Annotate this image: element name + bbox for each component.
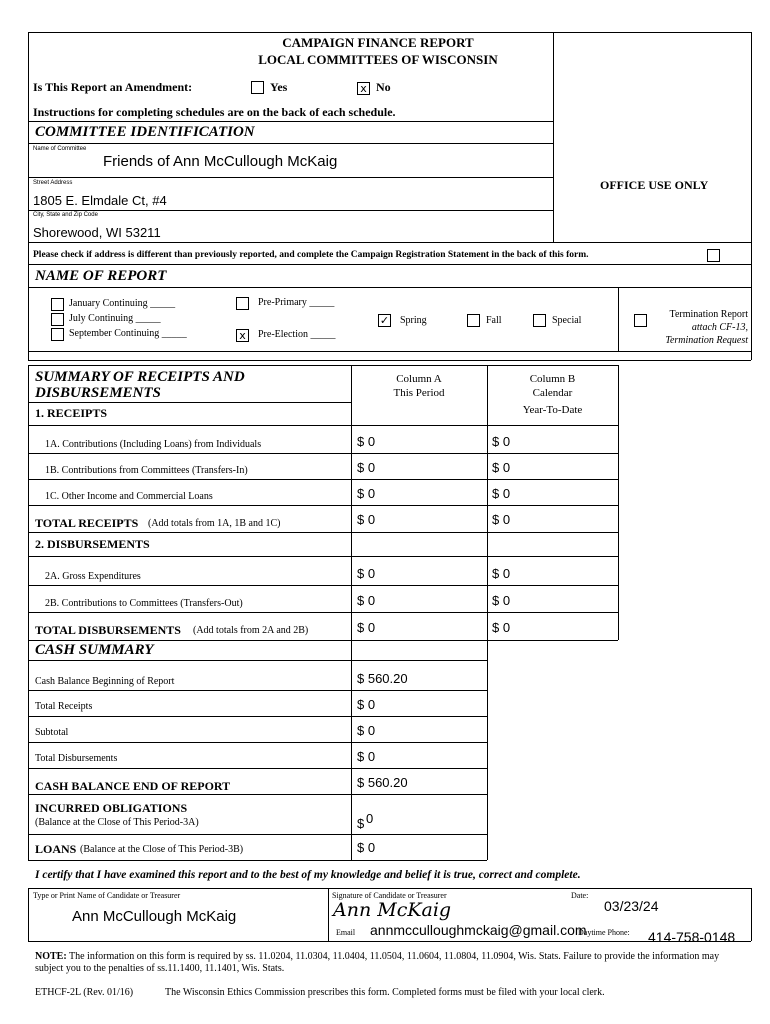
- email-field[interactable]: annmcculloughmckaig@gmail.com: [370, 922, 587, 938]
- committee-section-title: COMMITTEE IDENTIFICATION: [35, 124, 255, 140]
- cash-total-disbursements-value[interactable]: $ 0: [357, 749, 376, 764]
- special-label: Special: [552, 315, 582, 326]
- incurred-obligations-dollar: $: [357, 816, 365, 831]
- loans-value[interactable]: $ 0: [357, 840, 376, 855]
- signature-field[interactable]: Ann McKaig: [333, 899, 452, 921]
- july-continuing-checkbox[interactable]: [51, 313, 64, 326]
- column-b-subheader: Calendar: [532, 387, 573, 399]
- row-2a-col-a[interactable]: $ 0: [357, 566, 376, 581]
- certification-statement: I certify that I have examined this report and to the best of my knowledge and belief it is true, correct and complete.: [35, 869, 581, 881]
- amendment-no-checkbox[interactable]: x: [357, 82, 370, 95]
- total-disbursements-col-a[interactable]: $ 0: [357, 620, 376, 635]
- pre-election-label: Pre-Election _____: [258, 329, 336, 340]
- row-2b-col-a[interactable]: $ 0: [357, 593, 376, 608]
- row-1c-col-a[interactable]: $ 0: [357, 486, 376, 501]
- amendment-question: Is This Report an Amendment:: [33, 80, 193, 94]
- footer-text: The Wisconsin Ethics Commission prescribes this form. Completed forms must be filed with your local clerk.: [165, 987, 605, 998]
- committee-name-field[interactable]: Friends of Ann McCullough McKaig: [103, 153, 338, 170]
- cash-subtotal-value[interactable]: $ 0: [357, 723, 376, 738]
- total-disbursements-label: TOTAL DISBURSEMENTS: [35, 623, 181, 637]
- row-1c-label: 1C. Other Income and Commercial Loans: [45, 491, 213, 502]
- special-checkbox[interactable]: [533, 314, 546, 327]
- incurred-obligations-value[interactable]: 0: [366, 811, 374, 826]
- column-b-subheader-ytd: Year-To-Date: [522, 404, 583, 416]
- row-1a-label: 1A. Contributions (Including Loans) from Individuals: [45, 439, 262, 450]
- september-continuing-checkbox[interactable]: [51, 328, 64, 341]
- date-field[interactable]: 03/23/24: [604, 898, 659, 914]
- spring-label: Spring: [400, 315, 427, 326]
- street-address-label: Street Address: [33, 180, 73, 186]
- city-state-zip-field[interactable]: Shorewood, WI 53211: [33, 225, 161, 240]
- row-2a-col-b[interactable]: $ 0: [492, 566, 511, 581]
- cash-total-receipts-label: Total Receipts: [35, 701, 93, 712]
- receipts-section-title: 1. RECEIPTS: [35, 406, 108, 420]
- print-name-label: Type or Print Name of Candidate or Treasurer: [33, 891, 181, 900]
- amendment-no-label: No: [376, 80, 391, 94]
- total-receipts-col-b[interactable]: $ 0: [492, 512, 511, 527]
- note-text: The information on this form is required by ss. 11.0204, 11.0304, 11.0404, 11.0504, 11.0604, 11.0804, 11.0904, Wis. Stats. Failure to provide the information may subject you to the penalties of ss.11.1400, 11.1401, Wis. Stats.: [35, 951, 720, 974]
- address-change-text: Please check if address is different than previously reported, and complete the Campaign Registration Statement in the back of this form.: [33, 250, 589, 260]
- fall-checkbox[interactable]: [467, 314, 480, 327]
- loans-note: (Balance at the Close of This Period-3B): [80, 844, 244, 855]
- spring-checkbox[interactable]: ✓: [379, 314, 390, 327]
- row-2b-col-b[interactable]: $ 0: [492, 593, 511, 608]
- loans-label: LOANS: [35, 842, 77, 856]
- cash-beginning-label: Cash Balance Beginning of Report: [35, 676, 175, 687]
- row-2a-label: 2A. Gross Expenditures: [45, 571, 141, 582]
- row-1b-col-b[interactable]: $ 0: [492, 460, 511, 475]
- column-a-subheader: This Period: [393, 387, 445, 399]
- phone-field[interactable]: 414-758-0148: [648, 929, 736, 945]
- total-disbursements-col-b[interactable]: $ 0: [492, 620, 511, 635]
- summary-title-line2: DISBURSEMENTS: [35, 385, 161, 401]
- incurred-obligations-label: INCURRED OBLIGATIONS: [35, 801, 188, 815]
- committee-name-label: Name of Committee: [33, 146, 87, 152]
- form-id: ETHCF-2L (Rev. 01/16): [35, 987, 134, 998]
- cash-end-label: CASH BALANCE END OF REPORT: [35, 779, 231, 793]
- incurred-obligations-note: (Balance at the Close of This Period-3A): [35, 817, 199, 828]
- fall-label: Fall: [486, 315, 502, 326]
- termination-attach-label: attach CF-13,: [691, 322, 748, 333]
- january-continuing-label: January Continuing _____: [69, 298, 176, 309]
- total-receipts-note: (Add totals from 1A, 1B and 1C): [148, 518, 281, 529]
- september-continuing-label: September Continuing _____: [69, 328, 187, 339]
- termination-report-label: Termination Report: [669, 309, 748, 320]
- column-a-header: Column A: [396, 373, 442, 385]
- amendment-yes-checkbox[interactable]: [251, 81, 264, 94]
- row-1a-col-b[interactable]: $ 0: [492, 434, 511, 449]
- email-label: Email: [336, 928, 356, 937]
- note-label: NOTE:: [35, 951, 67, 962]
- disbursements-section-title: 2. DISBURSEMENTS: [35, 537, 150, 551]
- pre-primary-checkbox[interactable]: [236, 297, 249, 310]
- cash-total-disbursements-label: Total Disbursements: [35, 753, 118, 764]
- instructions-text: Instructions for completing schedules are on the back of each schedule.: [33, 105, 396, 119]
- report-title: CAMPAIGN FINANCE REPORT: [282, 35, 474, 50]
- row-1b-label: 1B. Contributions from Committees (Transfers-In): [45, 465, 248, 476]
- summary-title: SUMMARY OF RECEIPTS AND: [35, 369, 245, 385]
- total-disbursements-note: (Add totals from 2A and 2B): [193, 625, 309, 636]
- cash-total-receipts-value[interactable]: $ 0: [357, 697, 376, 712]
- row-1c-col-b[interactable]: $ 0: [492, 486, 511, 501]
- row-2b-label: 2B. Contributions to Committees (Transfers-Out): [45, 598, 243, 609]
- legal-note: [35, 951, 747, 975]
- street-address-field[interactable]: 1805 E. Elmdale Ct, #4: [33, 193, 167, 208]
- amendment-yes-label: Yes: [270, 80, 288, 94]
- pre-election-checkbox[interactable]: x: [236, 329, 249, 342]
- office-use-label: OFFICE USE ONLY: [600, 178, 709, 192]
- row-1a-col-a[interactable]: $ 0: [357, 434, 376, 449]
- cash-end-value[interactable]: $ 560.20: [357, 775, 408, 790]
- column-b-header: Column B: [529, 373, 576, 385]
- address-change-checkbox[interactable]: [707, 249, 720, 262]
- cash-summary-title: CASH SUMMARY: [35, 642, 154, 658]
- january-continuing-checkbox[interactable]: [51, 298, 64, 311]
- city-state-zip-label: City, State and Zip Code: [33, 212, 98, 218]
- report-subtitle: LOCAL COMMITTEES OF WISCONSIN: [258, 52, 498, 67]
- total-receipts-col-a[interactable]: $ 0: [357, 512, 376, 527]
- print-name-field[interactable]: Ann McCullough McKaig: [72, 908, 237, 925]
- report-name-section-title: NAME OF REPORT: [35, 268, 167, 284]
- total-receipts-label: TOTAL RECEIPTS: [35, 516, 139, 530]
- date-label: Date:: [571, 891, 589, 900]
- row-1b-col-a[interactable]: $ 0: [357, 460, 376, 475]
- cash-beginning-value[interactable]: $ 560.20: [357, 671, 408, 686]
- cash-subtotal-label: Subtotal: [35, 727, 69, 738]
- july-continuing-label: July Continuing _____: [69, 313, 161, 324]
- termination-request-label: Termination Request: [665, 335, 748, 346]
- pre-primary-label: Pre-Primary _____: [258, 297, 335, 308]
- phone-label: Daytime Phone:: [578, 928, 630, 937]
- signature-label: Signature of Candidate or Treasurer: [332, 891, 447, 900]
